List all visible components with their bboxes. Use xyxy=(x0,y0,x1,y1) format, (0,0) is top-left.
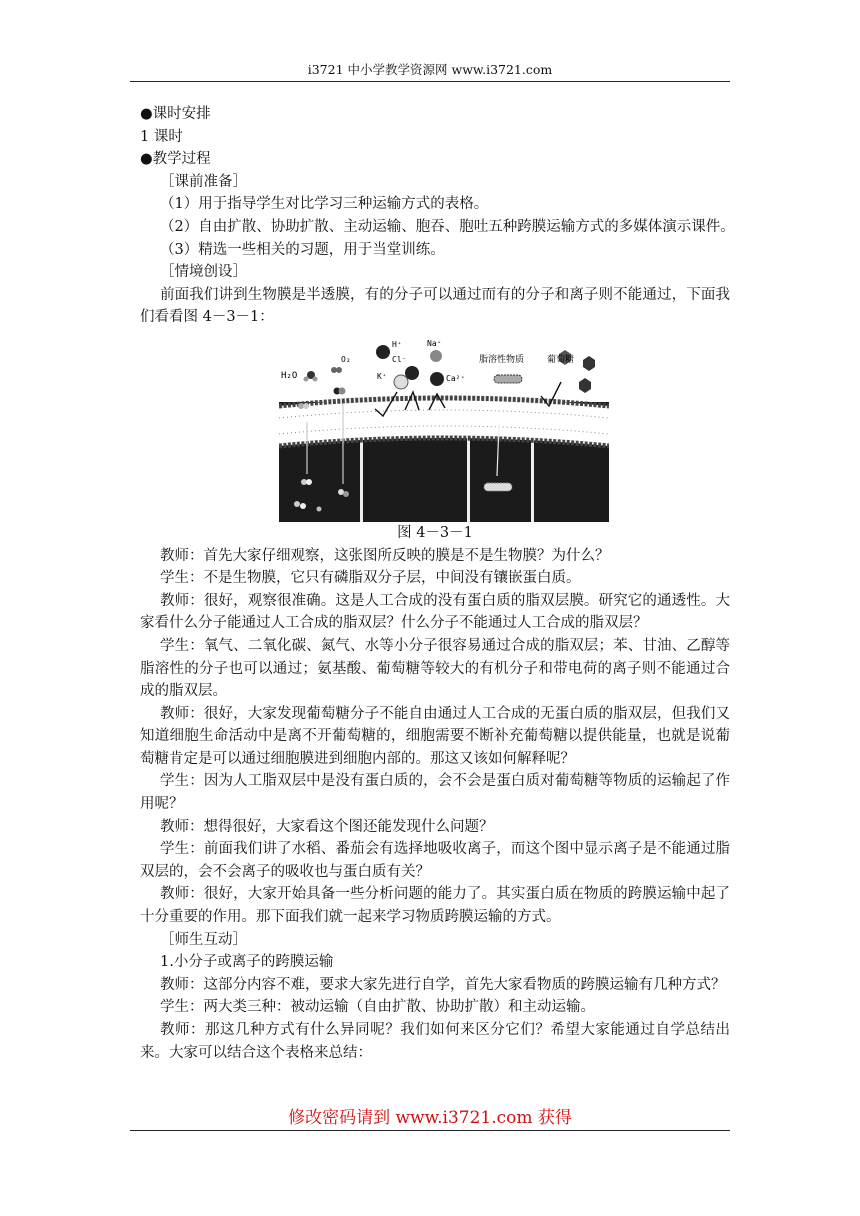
footer-divider xyxy=(130,1130,730,1131)
ion-icon xyxy=(376,345,444,389)
label-h: H⁺ xyxy=(392,339,402,349)
dialogue-paragraph: 教师：很好，观察很准确。这是人工合成的没有蛋白质的脂双层膜。研究它的通透性。大家看什么分子能通过人工合成的脂双层？什么分子不能通过人工合成的脂双层？ xyxy=(140,592,730,632)
prep-heading: ［课前准备］ xyxy=(160,173,247,190)
page-header: i3721 中小学教学资源网 www.i3721.com xyxy=(307,62,553,77)
water-molecule-icon xyxy=(304,371,318,382)
dialogue-paragraph: 教师：很好，大家开始具备一些分析问题的能力了。其实蛋白质在物质的跨膜运输中起了十分重要的作用。那下面我们就一起来学习物质跨膜运输的方式。 xyxy=(140,886,730,926)
label-h2o: H₂O xyxy=(281,370,298,381)
label-o2: O₂ xyxy=(341,354,351,364)
dialogue-paragraph: 学生：因为人工脂双层中是没有蛋白质的，会不会是蛋白质对葡萄糖等物质的运输起了作用呢？ xyxy=(140,773,730,813)
label-cl: Cl⁻ xyxy=(392,354,407,364)
schedule-heading: ●课时安排 xyxy=(140,106,211,122)
prep-item: （3）精选一些相关的习题，用于当堂训练。 xyxy=(160,241,445,258)
label-ca: Ca²⁺ xyxy=(446,373,466,383)
label-lipid-soluble: 脂溶性物质 xyxy=(479,354,525,365)
label-glucose: 葡萄糖 xyxy=(547,354,575,365)
header-divider xyxy=(130,81,730,82)
dialogue-paragraph: 教师：那这几种方式有什么异同呢？我们如何来区分它们？希望大家能通过自学总结出来。大家可以结合这个表格来总结： xyxy=(140,1022,730,1061)
dialogue-paragraph: 教师：首先大家仔细观察，这张图所反映的膜是不是生物膜？为什么？ xyxy=(160,547,610,564)
process-heading: ●教学过程 xyxy=(140,151,211,168)
password-change-link[interactable]: 修改密码请到 www.i3721.com 获得 xyxy=(288,1108,572,1128)
document-body xyxy=(140,103,735,1064)
dialogue-paragraph: 教师：想得很好，大家看这个图还能发现什么问题？ xyxy=(160,818,494,835)
prep-item: （1）用于指导学生对比学习三种运输方式的表格。 xyxy=(160,196,489,213)
oxygen-molecule-icon xyxy=(331,367,342,373)
interaction-heading: ［师生互动］ xyxy=(160,931,247,948)
figure-caption: 图 4－3－1 xyxy=(397,524,473,541)
dialogue-paragraph: 教师：这部分内容不难，要求大家先进行自学，首先大家看物质的跨膜运输有几种方式？ xyxy=(160,976,726,993)
intro-paragraph: 前面我们讲到生物膜是半透膜，有的分子可以通过而有的分子和离子则不能通过，下面我们看看图 4－3－1： xyxy=(140,286,730,326)
label-na: Na⁺ xyxy=(427,338,442,348)
dialogue-paragraph: 教师：很好，大家发现葡萄糖分子不能自由通过人工合成的无蛋白质的脂双层，但我们又知道细胞生命活动中是离不开葡萄糖的，细胞需要不断补充葡萄糖以提供能量，也就是说葡萄糖肯定是可以通过细胞膜进到细胞内部的。那这又该如何解释呢？ xyxy=(140,705,730,767)
schedule-value: 1 课时 xyxy=(140,128,183,145)
dialogue-paragraph: 学生：不是生物膜，它只有磷脂双分子层，中间没有镶嵌蛋白质。 xyxy=(160,570,581,587)
section-title: 1.小分子或离子的跨膜运输 xyxy=(160,954,334,971)
membrane-figure xyxy=(279,334,609,522)
dialogue-paragraph: 学生：氧气、二氧化碳、氮气、水等小分子很容易通过合成的脂双层；苯、甘油、乙醇等脂溶性的分子也可以通过；氨基酸、葡萄糖等较大的有机分子和带电荷的离子则不能通过合成的脂双层。 xyxy=(140,637,730,700)
label-k: K⁺ xyxy=(377,371,387,381)
prep-item: （2）自由扩散、协助扩散、主动运输、胞吞、胞吐五种跨膜运输方式的多媒体演示课件。 xyxy=(160,218,735,235)
dialogue-paragraph: 学生：前面我们讲了水稻、番茄会有选择地吸收离子，而这个图中显示离子是不能通过脂双层的，会不会离子的吸收也与蛋白质有关？ xyxy=(140,841,730,880)
dialogue-paragraph: 学生：两大类三种：被动运输（自由扩散、协助扩散）和主动运输。 xyxy=(160,999,595,1016)
scenario-heading: ［情境创设］ xyxy=(160,264,247,281)
